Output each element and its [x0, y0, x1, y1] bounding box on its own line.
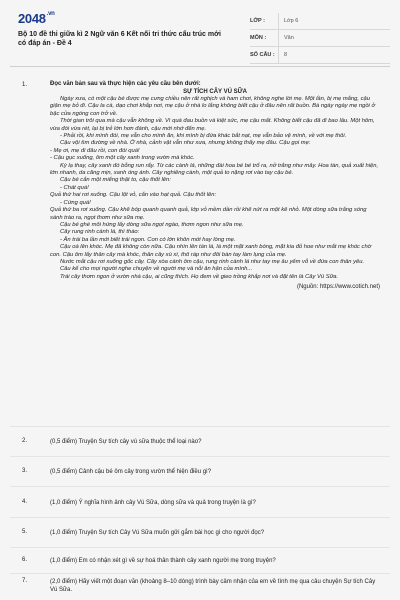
- question-5: (1,0 điểm) Truyện Sự tích Cây Vú Sữa muốn gửi gắm bài học gì cho người đọc?: [50, 530, 265, 536]
- meta-row-grade: [250, 13, 390, 30]
- passage-paragraph: Cậu bé cắn một miếng thật to, cậu thốt lên:: [60, 177, 171, 184]
- site-logo[interactable]: [18, 11, 55, 26]
- story-passage: [50, 96, 380, 281]
- meta-value: Văn: [278, 30, 390, 46]
- meta-key: SỐ CÂU :: [250, 52, 275, 58]
- question-number: 5.: [22, 529, 28, 535]
- story-title: SỰ TÍCH CÂY VÚ SỮA: [183, 89, 247, 95]
- meta-key: MÔN :: [250, 35, 267, 41]
- question-prompt: Đọc văn bản sau và thực hiện các yêu cầu bên dưới:: [50, 81, 201, 87]
- question-7: (2,0 điểm) Hãy viết một đoạn văn (khoảng 8–10 dòng) trình bày cảm nhận của em về tình mẹ qua câu chuyện Sự tích Cây Vú Sữa.: [50, 579, 376, 593]
- passage-paragraph: Cây rung rinh cành lá, thì thào:: [60, 229, 140, 236]
- passage-paragraph: - Phải rồi, khi mình đói, mẹ vẫn cho mình ăn, khi mình bị đứa khác bắt nạt, mẹ vẫn bảo vệ mình, về với mẹ thôi.: [60, 133, 347, 140]
- passage-paragraph: Câu kể cho mọi người nghe chuyện về người mẹ và nỗi ân hận của mình...: [60, 266, 253, 273]
- passage-paragraph: - Cứng quá!: [60, 199, 91, 206]
- passage-paragraph: Thời gian trôi qua mà cậu vẫn không về. Vì quá đau buồn và kiệt sức, mẹ cậu mất. Không biết cậu đã đi bao lâu. Một hôm, vừa đói vừa rét, lại bị trẻ lớn hơn đánh, cậu mới nhớ đến mẹ.: [50, 118, 375, 132]
- passage-paragraph: Cậu vội tìm đường về nhà. Ở nhà, cảnh vật vẫn như xưa, nhưng không thấy mẹ đâu. Cậu gọi mẹ:: [60, 140, 311, 147]
- question-number: 2.: [22, 438, 28, 444]
- question-divider: [10, 573, 390, 574]
- question-number: 6.: [22, 557, 28, 563]
- passage-paragraph: - Ăn trái ba lần mới biết trái ngon. Con có lớn khôn mới hay lòng mẹ.: [60, 236, 236, 243]
- question-1: [50, 80, 380, 291]
- question-4: (1,0 điểm) Ý nghĩa hình ảnh cây Vú Sữa, dòng sữa và quả trong truyện là gì?: [50, 500, 256, 506]
- logo-text: 2048: [18, 11, 46, 26]
- question-6: (1,0 điểm) Em có nhận xét gì về sự hoá thân thành cây xanh người mẹ trong truyện?: [50, 558, 276, 564]
- passage-paragraph: Nước mắt cậu rơi xuống gốc cây. Cây xòa cành ôm cậu, rung rinh cành lá như tay mẹ âu yếm vỗ về đứa con thân yêu.: [60, 258, 365, 265]
- passage-paragraph: Quả thứ hai rơi xuống. Cậu lột vỏ, cắn vào hạt quả. Cậu thốt lên:: [50, 192, 217, 199]
- meta-row-subject: [250, 30, 390, 47]
- passage-paragraph: Trái cây thơm ngon ở vườn nhà cậu, ai cũng thích. Họ đem về gieo trồng khắp nơi và đặt tên là Cây Vú Sữa.: [60, 273, 339, 280]
- question-number: 4.: [22, 499, 28, 505]
- question-divider: [10, 547, 390, 548]
- exam-title: Bộ 10 đề thi giữa kì 2 Ngữ văn 6 Kết nối tri thức cấu trúc mới có đáp án - Đề 4: [18, 31, 221, 47]
- question-number: 1.: [22, 82, 28, 88]
- question-2: (0,5 điểm) Truyện Sự tích cây vú sữa thuộc thể loại nào?: [50, 439, 202, 445]
- meta-value: 8: [278, 47, 390, 63]
- passage-paragraph: - Mẹ ơi, mẹ đi đâu rồi, con đói quá!: [50, 147, 140, 154]
- question-divider: [10, 456, 390, 457]
- meta-key: LỚP :: [250, 18, 265, 24]
- question-divider: [10, 517, 390, 518]
- passage-paragraph: - Cậu gục xuống, ôm một cây xanh trong vườn mà khóc.: [50, 155, 195, 162]
- question-divider: [10, 426, 390, 427]
- meta-row-count: [250, 47, 390, 64]
- passage-paragraph: - Chát quá!: [60, 184, 89, 191]
- logo-suffix: .vn: [46, 11, 55, 17]
- passage-paragraph: Ngày xưa, có một cậu bé được mẹ cưng chiều nên rất nghịch và ham chơi, không nghe lời mẹ. Một lần, bị mẹ mắng, cậu giận mẹ bỏ đi. Cậu la cà, dạo chơi khắp nơi, mẹ cậu ở nhà lo lắng không biết cậu ở đâu nên rất buồn. Bà ngày ngày mẹ ngồi ở bậc cửa ngóng con trở về.: [50, 96, 375, 117]
- question-number: 3.: [22, 468, 28, 474]
- passage-paragraph: Cậu bé ghé môi hứng lấy dòng sữa ngọt ngào, thơm ngon như sữa mẹ.: [60, 221, 244, 228]
- exam-meta-table: [250, 13, 390, 64]
- question-number: 7.: [22, 578, 28, 584]
- passage-paragraph: Cậu oà lên khóc. Mẹ đã không còn nữa. Cậu nhìn lên tán lá, lá một mặt xanh bóng, mặt kia đỏ hoe như mắt mẹ khóc chờ con. Cậu ôm lấy thân cây mà khóc, thân cây xù xì, thô ráp như đôi bàn tay làm lụng của mẹ.: [50, 244, 372, 258]
- passage-paragraph: Kỳ lạ thay, cây xanh đó bỗng run rẩy. Từ các cành lá, những đài hoa bé bé trổ ra, nở trắng như mây. Hoa tàn, quả xuất hiện, lớn nhanh, da căng mịn, xanh óng ánh. Cây nghiêng cành, một quả to nặng rơi vào tay cậu bé.: [50, 162, 379, 177]
- meta-value: Lớp 6: [278, 13, 390, 29]
- passage-source: (Nguồn: https://www.cotich.net): [296, 284, 380, 291]
- header-divider: [10, 66, 390, 67]
- question-3: (0,5 điểm) Cảnh cậu bé ôm cây trong vườn thể hiện điều gì?: [50, 469, 212, 475]
- passage-paragraph: Quả thứ ba rơi xuống. Cậu khẽ bóp quanh quanh quả, lớp vỏ mềm dần rồi khẽ nứt ra một kẽ nhỏ. Một dòng sữa trắng sóng sánh trào ra, ngọt thơm như sữa mẹ.: [50, 207, 367, 221]
- question-divider: [10, 486, 390, 487]
